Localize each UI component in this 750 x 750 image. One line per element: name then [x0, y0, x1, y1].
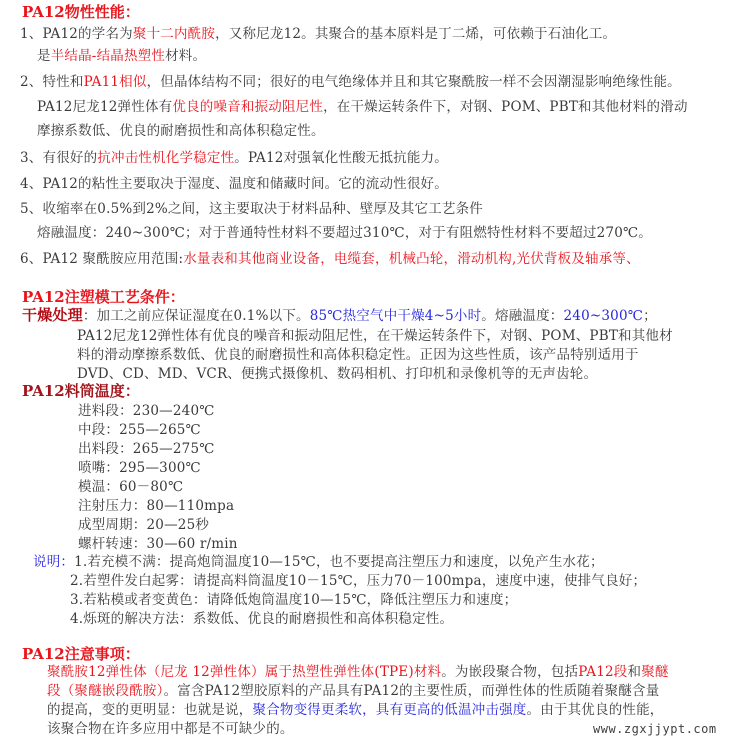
text: 3、有很好的: [20, 150, 98, 166]
barrel-row: 出料段：265—275℃: [78, 441, 215, 457]
text: 1、PA12的学名为: [20, 26, 133, 42]
property-line-5b: [37, 224, 652, 242]
text: ，但晶体结构不同；很好的电气绝缘体并且和其它聚酰胺一样不会因潮湿影响绝缘性能。: [146, 74, 681, 90]
property-line-2c: [37, 122, 325, 140]
notes-para-line: [47, 682, 659, 700]
notes-para-line: [47, 701, 664, 719]
text: 。由于其优良的性能，: [526, 702, 664, 718]
highlight-text: PA12段: [578, 664, 628, 680]
property-line-2b: [37, 98, 688, 116]
highlight-text: 聚醚: [641, 664, 669, 680]
barrel-row: 中段：255—265℃: [78, 422, 201, 438]
note-line: 2.若塑件发白起雾：请提高料筒温度10－15℃，压力70－100mpa，速度中速，使排气良好；: [70, 573, 647, 589]
text: 摩擦系数低、优良的耐磨损性和高体积稳定性。: [37, 123, 325, 139]
barrel-row: 成型周期：20—25秒: [78, 517, 210, 533]
molding-para-line: DVD、CD、MD、VCR、便携式摄像机、数码相机、打印机和录像机等的无声齿轮。: [77, 366, 598, 382]
property-line-1b: [37, 47, 206, 65]
section-heading-notes: PA12注意事项：: [22, 645, 140, 663]
highlight-text: 聚酰胺12弹性体（尼龙 12弹性体）属于热塑性弹性体(TPE)材料: [47, 664, 442, 680]
watermark-url: www.zgxjjypt.com: [593, 722, 717, 736]
property-line-2: [20, 73, 681, 91]
note-line: [33, 553, 604, 571]
text: 加工之前应保证湿度在0.1%以下。: [96, 308, 310, 324]
text: 的提高，变的更明显：也就是说，: [47, 702, 253, 718]
property-line-6: [20, 250, 640, 268]
property-line-1: [20, 25, 616, 43]
section-heading-molding-conditions: PA12注塑模工艺条件：: [22, 288, 185, 306]
highlight-text: 85℃热空气中干燥4~5小时: [309, 308, 482, 324]
highlight-text: 聚十二内酰胺: [132, 26, 216, 42]
section-heading-properties: PA12物性性能：: [22, 3, 140, 21]
note-line: 4.烁斑的解决方法：系数低、优良的耐磨损性和高体积稳定性。: [70, 611, 454, 627]
drying-line: [22, 306, 657, 325]
text: 。PA12对强氧化性酸无抵抗能力。: [234, 150, 448, 166]
barrel-row: 模温：60－80℃: [78, 479, 184, 495]
text: ；: [643, 308, 657, 324]
barrel-row: 注射压力：80—110mpa: [78, 498, 235, 514]
highlight-text: 聚合物变得更柔软，具有更高的低温冲击强度: [252, 702, 527, 718]
barrel-row: 进料段：230—240℃: [78, 403, 215, 419]
property-line-3: [20, 149, 448, 167]
text: 材料。: [165, 48, 207, 64]
property-line-5: [20, 200, 483, 218]
text: 6、PA12 聚酰胺应用范围:: [20, 251, 184, 267]
highlight-text: 半结晶-结晶热塑性: [50, 48, 166, 64]
notes-para-line: [47, 663, 669, 681]
molding-para-line: PA12尼龙12弹性体有优良的噪音和振动阻尼性，在干燥运转条件下，对钢、POM、PBT和其他材: [77, 328, 673, 344]
section-heading-barrel-temperature: PA12料筒温度：: [22, 382, 140, 400]
note-line: 3.若粘模或者变黄色：请降低炮筒温度10—15℃，降低注塑压力和速度；: [70, 592, 518, 608]
highlight-text: 抗冲击性机化学稳定性: [97, 150, 235, 166]
text: 5、收缩率在0.5%到2%之间，这主要取决于材料品种、壁厚及其它工艺条件: [20, 201, 484, 217]
text: 和: [627, 664, 642, 680]
barrel-row: 喷嘴：295—300℃: [78, 460, 201, 476]
notes-label: 说明: [33, 554, 61, 570]
notes-para-line: 该聚合物在许多应用中都是不可缺少的。: [47, 721, 294, 737]
text: ：: [60, 554, 75, 570]
property-line-4: [20, 175, 448, 193]
text: 1.若充模不满：提高炮筒温度10—15℃，也不要提高注塑压力和速度，以免产生水花；: [74, 554, 604, 570]
highlight-text: 优良的噪音和振动阻尼性: [172, 99, 324, 115]
text: ，在干燥运转条件下，对钢、POM、PBT和其他材料的滑动: [323, 99, 688, 115]
text: 是: [37, 48, 51, 64]
barrel-row: 螺杆转速：30—60 r/min: [78, 536, 238, 552]
text: 熔融温度：240~300℃；对于普通特性材料不要超过310℃，对于有阻燃特性材料不要超过270℃。: [37, 225, 652, 241]
text: ，又称尼龙12。其聚合的基本原料是丁二烯，可依赖于石油化工。: [215, 26, 617, 42]
text: 4、PA12的粘性主要取决于湿度、温度和储藏时间。它的流动性很好。: [20, 176, 448, 192]
text: 。富含PA12塑胶原料的产品具有PA12的主要性质，而弹性体的性质随着聚醚含量: [163, 683, 660, 699]
highlight-text: 240~300℃: [563, 308, 644, 324]
molding-para-line: 料的滑动摩擦系数低、优良的耐磨损性和高体积稳定性。正因为这些性质，该产品特别适用于: [77, 347, 639, 363]
text: 。为嵌段聚合物，包括: [441, 664, 579, 680]
text: PA12尼龙12弹性体有: [37, 99, 173, 115]
highlight-text: 水量表和其他商业设备，电缆套，机械凸轮，滑动机构,光伏背板及轴承等、: [183, 251, 640, 267]
text: ：: [82, 308, 97, 324]
drying-label: 干燥处理: [22, 306, 83, 324]
text: 2、特性和: [20, 74, 84, 90]
highlight-text: 段（聚醚嵌段酰胺）: [47, 683, 164, 699]
text: 。熔融温度：: [481, 308, 564, 324]
highlight-text: PA11相似: [83, 74, 147, 90]
